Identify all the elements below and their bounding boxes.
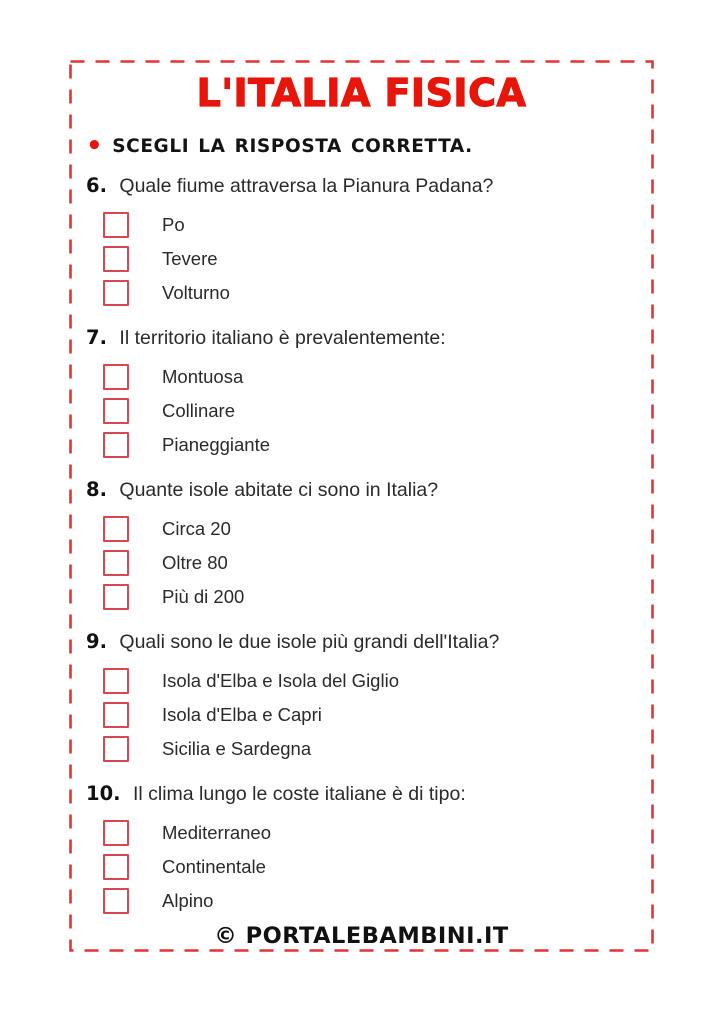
answer-label: Circa 20 [162, 518, 231, 539]
question-block [85, 476, 638, 614]
answer-option[interactable] [86, 512, 638, 546]
question-heading [86, 172, 638, 200]
answer-label: Mediterraneo [162, 822, 272, 843]
answer-label: Montuosa [162, 366, 244, 387]
question-block [85, 172, 638, 310]
instruction-text: SCEGLI LA RISPOSTA CORRETTA. [112, 136, 473, 157]
question-number: 9. [86, 630, 107, 653]
answer-option[interactable] [86, 816, 638, 850]
worksheet-page [69, 60, 654, 952]
answer-checkbox[interactable] [103, 212, 129, 238]
answer-checkbox[interactable] [103, 432, 129, 458]
answer-option[interactable] [86, 580, 638, 614]
answer-checkbox[interactable] [103, 516, 129, 542]
answer-option[interactable] [86, 732, 638, 766]
answer-label: Alpino [162, 890, 214, 911]
options-list [86, 816, 638, 918]
question-text: Quante isole abitate ci sono in Italia? [113, 479, 439, 501]
question-number: 10. [86, 782, 121, 805]
answer-checkbox[interactable] [103, 820, 129, 846]
question-heading [86, 324, 638, 352]
answer-option[interactable] [86, 208, 638, 242]
bullet-icon: • [86, 131, 104, 161]
answer-label: Pianeggiante [162, 434, 271, 455]
options-list [86, 512, 638, 614]
answer-checkbox[interactable] [103, 888, 129, 914]
question-text: Quale fiume attraversa la Pianura Padana? [113, 175, 494, 197]
answer-label: Isola d'Elba e Isola del Giglio [162, 670, 399, 691]
answer-checkbox[interactable] [103, 736, 129, 762]
options-list [86, 664, 638, 766]
answer-checkbox[interactable] [103, 246, 129, 272]
instruction-line [85, 131, 638, 161]
answer-label: Più di 200 [162, 586, 245, 607]
answer-option[interactable] [86, 428, 638, 462]
question-text: Quali sono le due isole più grandi dell'Italia? [113, 631, 500, 653]
answer-checkbox[interactable] [103, 550, 129, 576]
question-block [85, 324, 638, 462]
question-heading [86, 780, 638, 808]
answer-option[interactable] [86, 276, 638, 310]
options-list [86, 208, 638, 310]
answer-option[interactable] [86, 546, 638, 580]
question-block [85, 628, 638, 766]
answer-label: Volturno [162, 282, 230, 303]
questions-list [85, 172, 638, 918]
page-title: L'ITALIA FISICA [196, 71, 527, 115]
question-heading [86, 476, 638, 504]
answer-checkbox[interactable] [103, 280, 129, 306]
answer-label: Po [162, 214, 185, 235]
answer-checkbox[interactable] [103, 584, 129, 610]
question-heading [86, 628, 638, 656]
question-block [85, 780, 638, 918]
answer-label: Collinare [162, 400, 236, 421]
question-text: Il territorio italiano è prevalentemente: [113, 327, 446, 349]
answer-option[interactable] [86, 242, 638, 276]
answer-checkbox[interactable] [103, 364, 129, 390]
answer-option[interactable] [86, 360, 638, 394]
answer-label: Continentale [162, 856, 266, 877]
question-number: 6. [86, 174, 107, 197]
answer-checkbox[interactable] [103, 854, 129, 880]
answer-option[interactable] [86, 698, 638, 732]
question-number: 8. [86, 478, 107, 501]
answer-checkbox[interactable] [103, 668, 129, 694]
answer-label: Sicilia e Sardegna [162, 738, 312, 759]
options-list [86, 360, 638, 462]
question-number: 7. [86, 326, 107, 349]
answer-option[interactable] [86, 394, 638, 428]
answer-checkbox[interactable] [103, 702, 129, 728]
answer-checkbox[interactable] [103, 398, 129, 424]
answer-option[interactable] [86, 884, 638, 918]
question-text: Il clima lungo le coste italiane è di tipo: [127, 783, 466, 805]
answer-label: Oltre 80 [162, 552, 228, 573]
answer-option[interactable] [86, 850, 638, 884]
answer-option[interactable] [86, 664, 638, 698]
answer-label: Isola d'Elba e Capri [162, 704, 322, 725]
footer-credit: © PORTALEBAMBINI.IT [214, 923, 509, 949]
answer-label: Tevere [162, 248, 218, 269]
